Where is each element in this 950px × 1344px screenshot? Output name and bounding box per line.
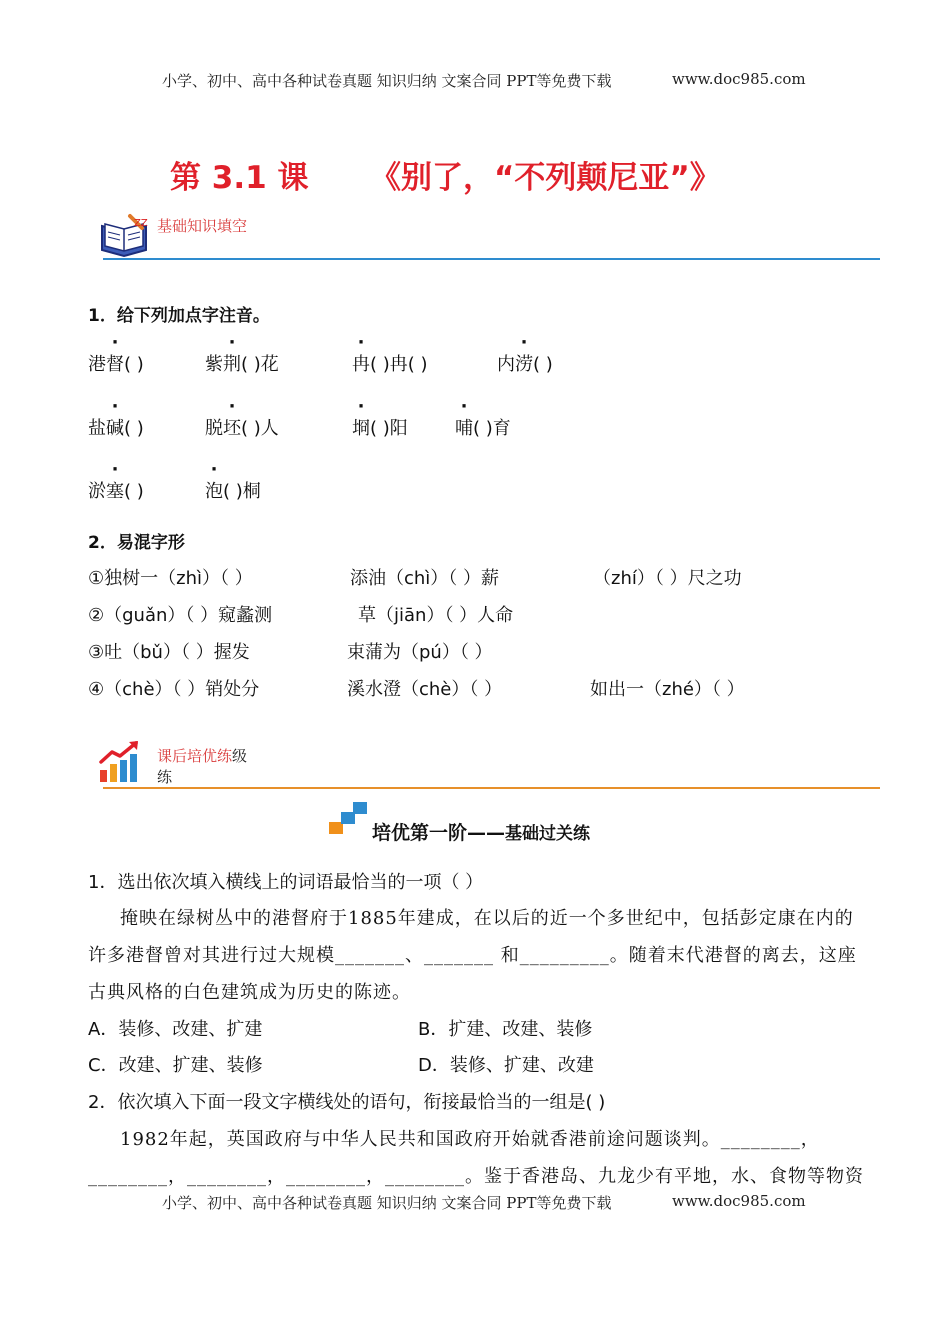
q1-item: 内涝( ) bbox=[497, 354, 553, 375]
book-icon bbox=[98, 212, 152, 258]
q2-cell: ④（chè）（ ）销处分 bbox=[88, 679, 260, 700]
q1-item: 脱坯( )人 bbox=[205, 418, 279, 439]
svg-text:ZZ: ZZ bbox=[134, 218, 148, 229]
lesson-title: 《别了，“不列颠尼亚”》 bbox=[370, 160, 721, 196]
exercise1-option-b[interactable]: B．扩建、改建、装修 bbox=[418, 1019, 593, 1040]
exercise1-para: 掩映在绿树丛中的港督府于1885年建成，在以后的近一个多世纪中，包括彭定康在内的 bbox=[120, 908, 854, 929]
q2-cell: ②（guǎn）（ ）窥蠡测 bbox=[88, 605, 273, 626]
q1-item: 泡( )桐 bbox=[205, 481, 261, 502]
q2-cell: 束蒲为（pú）（ ） bbox=[347, 642, 493, 663]
section1-divider bbox=[103, 258, 880, 260]
q1-item: 紫荆( )花 bbox=[205, 354, 279, 375]
q2-cell: ①独树一（zhì）（ ） bbox=[88, 568, 253, 589]
exercise2-para: ________，________，________，________。鉴于香港岛、九龙少有平地，水、食物等物资 bbox=[88, 1166, 864, 1187]
q2-cell: （zhí）（ ）尺之功 bbox=[593, 568, 742, 589]
q1-item: 淤塞( ) bbox=[88, 481, 144, 502]
stairs-icon bbox=[329, 802, 369, 834]
q1-item: 港督( ) bbox=[88, 354, 144, 375]
q2-cell: 添油（chì）（ ）薪 bbox=[350, 568, 500, 589]
header-site[interactable]: www.doc985.com bbox=[672, 70, 806, 88]
stage-title: 培优第一阶——基础过关练 bbox=[372, 822, 591, 844]
q1-item: 盐碱( ) bbox=[88, 418, 144, 439]
growth-chart-icon bbox=[98, 740, 144, 784]
section2-label: 课后培优练级 bbox=[157, 747, 248, 765]
section2-divider bbox=[103, 787, 880, 789]
header-text: 小学、初中、高中各种试卷真题 知识归纳 文案合同 PPT等免费下载 bbox=[162, 72, 612, 90]
q1-item: 哺( )育 bbox=[455, 418, 511, 439]
footer-text: 小学、初中、高中各种试卷真题 知识归纳 文案合同 PPT等免费下载 bbox=[162, 1194, 612, 1212]
q2-cell: ③吐（bǔ）（ ）握发 bbox=[88, 642, 250, 663]
q2-cell: 溪水澄（chè）（ ） bbox=[347, 679, 503, 700]
q2-heading: 2．易混字形 bbox=[88, 533, 185, 553]
q1-item: 冉( )冉( ) bbox=[352, 354, 428, 375]
q1-heading: 1．给下列加点字注音。 bbox=[88, 306, 270, 326]
exercise1-question: 1．选出依次填入横线上的词语最恰当的一项（ ） bbox=[88, 872, 484, 893]
exercise1-para: 古典风格的白色建筑成为历史的陈迹。 bbox=[88, 982, 411, 1003]
section1-label: 基础知识填空 bbox=[157, 217, 248, 235]
exercise1-option-c[interactable]: C．改建、扩建、装修 bbox=[88, 1055, 263, 1076]
exercise1-option-d[interactable]: D．装修、扩建、改建 bbox=[418, 1055, 594, 1076]
exercise1-option-a[interactable]: A．装修、改建、扩建 bbox=[88, 1019, 263, 1040]
footer-site[interactable]: www.doc985.com bbox=[672, 1192, 806, 1210]
section2-label-line2: 练 bbox=[157, 768, 173, 786]
exercise1-para: 许多港督曾对其进行过大规模_______、_______ 和_________。随着末代港督的离去，这座 bbox=[88, 945, 857, 966]
exercise2-question: 2．依次填入下面一段文字横线处的语句，衔接最恰当的一组是( ) bbox=[88, 1092, 606, 1113]
q2-cell: 如出一（zhé）（ ） bbox=[590, 679, 745, 700]
lesson-number: 第 3.1 课 bbox=[170, 160, 309, 196]
exercise2-para: 1982年起，英国政府与中华人民共和国政府开始就香港前途问题谈判。________， bbox=[120, 1129, 820, 1150]
q2-cell: 草（jiān）（ ）人命 bbox=[358, 605, 514, 626]
q1-item: 埛( )阳 bbox=[352, 418, 408, 439]
